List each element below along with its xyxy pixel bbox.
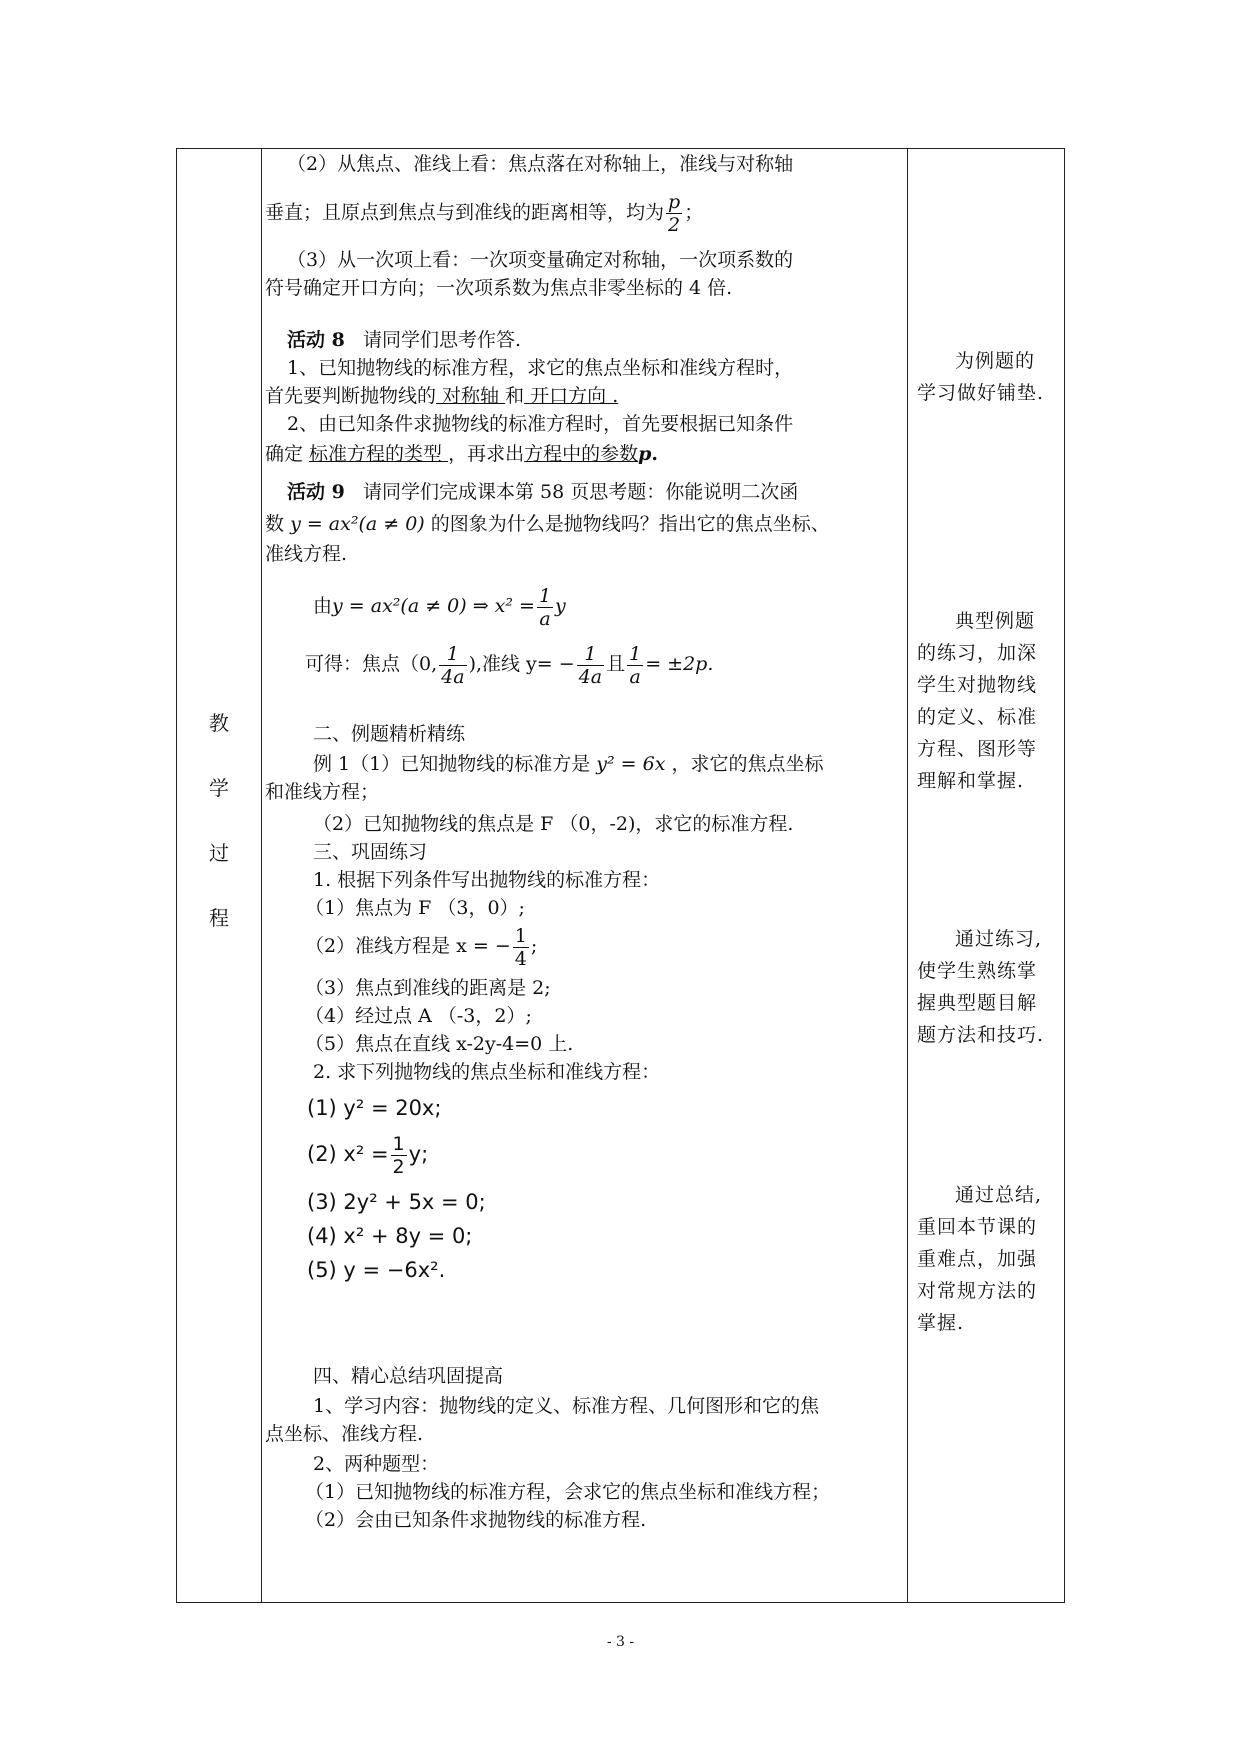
math-symbol: p — [638, 443, 652, 465]
underlined-answer: 方程中的参数 — [524, 443, 639, 465]
text-line: 2. 求下列抛物线的焦点坐标和准线方程： — [313, 1061, 661, 1083]
note-line: 学习做好铺垫. — [917, 382, 1045, 404]
underlined-answer: 标准方程的类型 — [309, 443, 449, 465]
text-span: 请同学们思考作答. — [362, 329, 522, 351]
fraction-numerator: 1 — [629, 642, 642, 665]
text-span: 确定 — [265, 443, 310, 465]
activity-title: 活动 8 — [287, 329, 345, 351]
text-line: 2、由已知条件求抛物线的标准方程时，首先要根据已知条件 — [287, 413, 794, 435]
fraction-denominator: 2 — [392, 1155, 405, 1178]
section-heading: 四、精心总结巩固提高 — [313, 1365, 504, 1387]
fraction-numerator: 1 — [577, 643, 604, 666]
fraction — [391, 1133, 407, 1178]
text-line: （3）焦点到准线的距离是 2; — [305, 977, 551, 999]
fraction — [439, 643, 466, 688]
fraction-denominator: 2 — [668, 214, 681, 236]
text-span: ，再求出 — [448, 443, 525, 465]
exercise-item: (5) y = −6x². — [307, 1258, 446, 1282]
fraction-denominator: a — [539, 607, 551, 630]
text-line — [313, 751, 823, 777]
note-line: 典型例题 — [955, 610, 1036, 632]
exercise-item — [307, 1131, 428, 1178]
text-span: ，求它的焦点坐标 — [671, 753, 824, 775]
text-span: 且 — [606, 653, 626, 675]
text-span: ; — [530, 935, 538, 957]
text-line: 符号确定开口方向；一次项系数为焦点非零坐标的 4 倍. — [265, 277, 733, 299]
text-line — [265, 441, 658, 467]
fraction-numerator: 1 — [439, 643, 466, 666]
fraction-denominator: 4a — [441, 665, 465, 688]
text-span: 请同学们完成课本第 58 页思考题：你能说明二次函 — [362, 481, 799, 503]
text-span: 例 1（1）已知抛物线的标准方是 — [313, 753, 591, 775]
notes-column — [907, 149, 1064, 1602]
underlined-answer: 对称轴 — [436, 385, 506, 407]
text-line: （1）已知抛物线的标准方程，会求它的焦点坐标和准线方程； — [305, 1481, 831, 1503]
design-note — [917, 923, 1057, 1051]
note-line: 通过练习, — [955, 928, 1043, 950]
text-span: ； — [684, 201, 704, 224]
note-line: 题方法和技巧. — [917, 1024, 1045, 1046]
text-span: ),准线 y= − — [468, 653, 575, 675]
note-line: 学生对抛物线 — [917, 674, 1038, 696]
note-line: 握典型题目解 — [917, 992, 1038, 1014]
activity-title: 活动 9 — [287, 481, 345, 503]
design-note — [917, 1179, 1057, 1339]
note-line: 通过总结, — [955, 1184, 1043, 1206]
text-line — [265, 191, 703, 236]
text-line: （2）会由已知条件求抛物线的标准方程. — [305, 1509, 647, 1531]
section-heading: 三、巩固练习 — [313, 841, 428, 863]
text-span: 数 — [265, 513, 285, 535]
text-span: 可得：焦点（0, — [305, 653, 438, 675]
text-span: 和 — [505, 385, 525, 407]
text-line — [265, 511, 830, 537]
design-note — [917, 345, 1057, 409]
derivation-line — [305, 641, 713, 688]
section-heading: 二、例题精析精练 — [313, 723, 466, 745]
text-line: 1、学习内容：抛物线的定义、标准方程、几何图形和它的焦 — [313, 1395, 820, 1417]
text-line: 准线方程. — [265, 543, 348, 565]
text-line: （5）焦点在直线 x-2y-4=0 上. — [305, 1033, 574, 1055]
exercise-item: (4) x² + 8y = 0; — [307, 1224, 473, 1248]
text-line: 2、两种题型： — [313, 1453, 440, 1475]
fraction-numerator: p — [668, 191, 681, 213]
text-span: （2）准线方程是 x = − — [305, 935, 511, 957]
note-line: 使学生熟练掌 — [917, 960, 1038, 982]
label-char: 学 — [209, 776, 229, 800]
derivation-line — [313, 583, 566, 630]
math-formula: y = ax²(a ≠ 0) ⇒ x² = — [332, 595, 535, 617]
text-line: （4）经过点 A （-3，2）; — [305, 1005, 532, 1027]
fraction — [666, 191, 682, 236]
text-span: 的图象为什么是抛物线吗？指出它的焦点坐标、 — [430, 513, 830, 535]
fraction-denominator: 4 — [514, 947, 527, 970]
text-line: （2）从焦点、准线上看：焦点落在对称轴上，准线与对称轴 — [287, 153, 794, 175]
section-label-column — [177, 149, 261, 1602]
text-span: y; — [408, 1142, 429, 1166]
math-formula: y² = 6x — [596, 753, 666, 775]
exercise-item: (1) y² = 20x; — [307, 1096, 442, 1120]
note-line: 的定义、标准 — [917, 706, 1038, 728]
note-line: 理解和掌握. — [917, 770, 1025, 792]
fraction — [577, 643, 604, 688]
page-number: - 3 - — [606, 1634, 635, 1650]
text-line — [265, 383, 618, 409]
fraction-numerator: 1 — [392, 1132, 405, 1155]
fraction-numerator: 1 — [514, 924, 527, 947]
design-note — [917, 605, 1057, 797]
fraction-denominator: a — [629, 665, 641, 688]
fraction-denominator: 4a — [578, 665, 603, 688]
activity-8-line — [287, 327, 521, 353]
note-line: 的练习，加深 — [917, 642, 1038, 664]
teaching-content — [261, 149, 907, 1602]
text-line: 1、已知抛物线的标准方程，求它的焦点坐标和准线方程时， — [287, 357, 794, 379]
text-span: (2) x² = — [307, 1142, 389, 1166]
math-formula: y = ax²(a ≠ 0) — [290, 513, 425, 535]
note-line: 重难点，加强 — [917, 1248, 1038, 1270]
note-line: 对常规方法的 — [917, 1280, 1038, 1302]
underlined-answer: 开口方向 . — [524, 385, 619, 407]
label-char: 教 — [209, 711, 229, 735]
label-char: 程 — [209, 906, 229, 930]
text-span: . — [651, 443, 659, 465]
lesson-table — [176, 148, 1065, 1603]
text-line — [305, 923, 537, 970]
text-span: 垂直；且原点到焦点与到准线的距离相等，均为 — [265, 201, 665, 224]
math-formula: = ±2p. — [645, 653, 714, 675]
text-span: 首先要判断抛物线的 — [265, 385, 437, 407]
activity-9-line — [287, 479, 798, 505]
fraction — [627, 643, 643, 688]
note-line: 重回本节课的 — [917, 1216, 1038, 1238]
note-line: 方程、图形等 — [917, 738, 1038, 760]
note-line: 掌握. — [917, 1312, 965, 1334]
text-line: （2）已知抛物线的焦点是 F （0，-2)，求它的标准方程. — [313, 813, 794, 835]
fraction — [513, 925, 529, 970]
exercise-item: (3) 2y² + 5x = 0; — [307, 1190, 486, 1214]
fraction-numerator: 1 — [538, 584, 552, 607]
note-line: 为例题的 — [955, 350, 1036, 372]
text-line: （1）焦点为 F （3，0）; — [305, 897, 525, 919]
text-line: 和准线方程； — [265, 781, 380, 803]
fraction — [537, 585, 553, 630]
text-span: 由 — [313, 595, 333, 617]
text-line: 1. 根据下列条件写出抛物线的标准方程： — [313, 869, 661, 891]
text-line: （3）从一次项上看：一次项变量确定对称轴，一次项系数的 — [287, 249, 794, 271]
label-char: 过 — [209, 841, 229, 865]
math-symbol: y — [555, 595, 566, 617]
text-line: 点坐标、准线方程. — [265, 1423, 424, 1445]
